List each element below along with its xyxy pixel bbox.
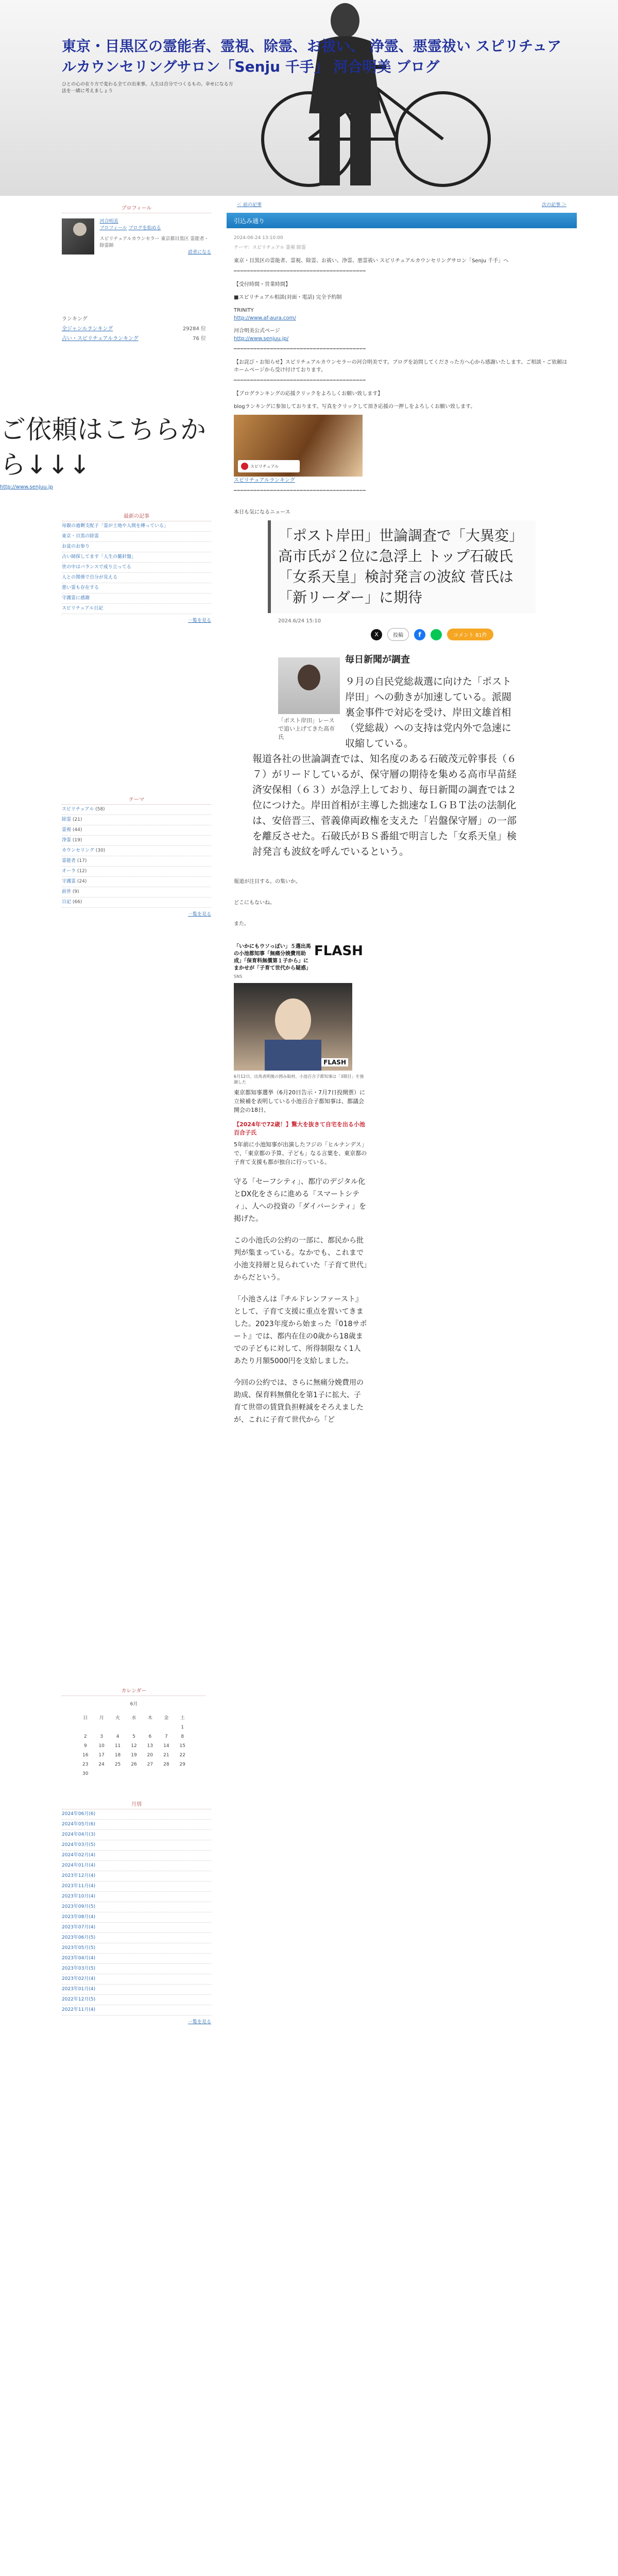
theme-count: (17) — [77, 858, 87, 863]
news-embed — [227, 520, 524, 859]
calendar-day[interactable]: 30 — [82, 1771, 89, 1776]
theme-label: 浄霊 — [62, 838, 72, 843]
profile-info: スピリチュアルカウンセラー 東京都目黒区 霊能者・除霊師 — [99, 236, 209, 248]
ranking-banner-logo-text: スピリチュアル — [250, 464, 279, 469]
calendar-day[interactable]: 28 — [163, 1762, 169, 1767]
calendar-day[interactable]: 1 — [181, 1725, 184, 1730]
weekday-label: 金 — [164, 1716, 169, 1721]
calendar-day[interactable] — [142, 1723, 158, 1732]
post-comment: どこにもないね。 — [234, 900, 275, 906]
calendar-day[interactable]: 3 — [100, 1734, 103, 1739]
post-intro: 東京・目黒区の霊能者、霊視、除霊、お祓い、浄霊、悪霊祓い スピリチュアルカウンセリングサロン「Senju 千手」へ — [234, 258, 509, 264]
news-body-top: ９月の自民党総裁選に向けた「ポスト岸田」への動きが加速している。派閥裏金事件で対応を受け、岸田文雄首相（党総裁）への支持は党内外で急速に収縮している。 — [345, 676, 512, 749]
ranking-all-link[interactable]: 全ジャンルランキング — [62, 326, 113, 332]
main-article — [227, 196, 577, 2576]
request-banner-text: ご依頼はこちらから↓↓↓ — [0, 415, 206, 480]
recent-post-item[interactable]: スピリチュアル日記 — [62, 604, 211, 614]
calendar-day[interactable] — [110, 1769, 126, 1778]
profile-heading: プロフィール — [62, 202, 211, 213]
archive-item[interactable]: 2023年08月(4) — [62, 1912, 211, 1923]
calendar-day[interactable]: 4 — [116, 1734, 119, 1739]
calendar-day[interactable]: 8 — [181, 1734, 184, 1739]
flash-body: 5年前に小池知事が出演したフジの「ヒルナンデス」で、「東京都の予算、子ども」なる言葉を、東京都の子育て支援も都が独自に行っている。 — [234, 1141, 367, 1165]
theme-label: スピリチュアル — [62, 807, 94, 812]
news-article — [252, 652, 520, 859]
calendar-day[interactable] — [126, 1769, 142, 1778]
comment-button[interactable]: コメント 81件 — [447, 629, 493, 640]
themes-heading: テーマ — [62, 793, 211, 805]
weekday-label: 木 — [147, 1716, 152, 1721]
request-link[interactable]: http://www.senjuu.jp — [0, 484, 53, 490]
ranking-genre-value: 76 位 — [193, 336, 206, 342]
calendar-day[interactable]: 23 — [82, 1762, 89, 1767]
flash-body: 東京都知事選挙（6月20日告示・7月7日投開票）に立候補を表明している小池百合子都知事は、都議会開会の18日、 — [234, 1089, 365, 1113]
recent-posts-widget — [62, 510, 211, 626]
recent-post-item[interactable]: 人との関係で自分が見える — [62, 573, 211, 583]
theme-count: (30) — [95, 848, 106, 853]
contact-line: ■スピリチュアル相談(対面・電話) 完全予約制 — [234, 295, 342, 300]
recent-posts-heading: 最新の記事 — [62, 510, 211, 521]
x-share-icon[interactable]: X — [371, 629, 382, 640]
calendar-table — [77, 1712, 191, 1778]
calendar-day[interactable]: 21 — [163, 1753, 169, 1758]
flash-paragraph: この小池氏の公約の一部に、都民から批判が集まっている。なかでも、これまで小池支持層と見られていた「子育て世代」からだという。 — [234, 1236, 367, 1282]
avatar[interactable] — [62, 218, 94, 255]
archives-widget — [62, 1798, 211, 2027]
archive-item[interactable]: 2023年07月(4) — [62, 1923, 211, 1933]
person-silhouette — [278, 0, 412, 196]
recent-post-item[interactable]: 母親の過剰支配子「霊が土地や人間を縛っている」 — [62, 521, 211, 532]
recent-post-item[interactable]: 悪い霊も存在する — [62, 583, 211, 594]
divider: ━━━━━━━━━━━━━━━━━━━━━━━━━━━━━━━━━━━━━━━━ — [234, 347, 366, 352]
ranking-banner-link[interactable]: スピリチュアルランキング — [234, 478, 295, 483]
follow-link[interactable]: 読者になる — [187, 250, 211, 255]
ranking-note: 【ブログランキングの応援クリックをよろしくお願い致します】 — [234, 391, 383, 397]
theme-item[interactable] — [62, 867, 211, 877]
archive-item[interactable]: 2024年01月(4) — [62, 1861, 211, 1871]
calendar-day[interactable]: 16 — [82, 1753, 89, 1758]
blog-title[interactable]: 東京・目黒区の霊能者、霊視、除霊、お祓い、 浄霊、悪霊祓い スピリチュアルカウンセリングサロン「Senju 千手」 河合明美 ブログ — [62, 38, 562, 75]
post-button[interactable]: 投稿 — [387, 628, 409, 641]
start-blog-link[interactable]: ブログを始める — [128, 226, 161, 231]
archive-item[interactable]: 2024年06月(6) — [62, 1809, 211, 1820]
weekday-label: 火 — [115, 1716, 121, 1721]
recent-post-item[interactable]: 世の中はバランスで成り立ってる — [62, 563, 211, 573]
blog-ranking-text: blogランキングに参加しております。写真をクリックして頂き応援の一押しをよろしくお願い致します。 — [234, 404, 476, 410]
theme-count: (19) — [72, 838, 82, 843]
ranking-heading: ランキング — [62, 316, 88, 322]
line-share-icon[interactable] — [431, 629, 442, 640]
calendar-day[interactable]: 2 — [83, 1734, 87, 1739]
post-paragraph: 【お詫び・お知らせ】スピリチュアルカウンセラーの河合明美です。ブログを訪問してくださった方へ心から感謝いたします。ご相談・ご依頼はホームページから受け付けております。 — [234, 360, 568, 373]
news-subhead: 毎日新聞が調査 — [345, 654, 410, 665]
calendar-day[interactable] — [93, 1723, 109, 1732]
theme-label: 日記 — [62, 900, 72, 905]
news-date: 2024.6/24 15:10 — [278, 618, 321, 624]
archive-item[interactable]: 2023年01月(4) — [62, 1985, 211, 1995]
blog-header — [0, 0, 618, 196]
theme-label: 前世 — [62, 889, 72, 894]
calendar-day[interactable]: 14 — [163, 1743, 169, 1749]
calendar-day[interactable]: 11 — [114, 1743, 121, 1749]
theme-label: 除霊 — [62, 817, 72, 822]
archive-item[interactable]: 2024年04月(3) — [62, 1830, 211, 1840]
theme-item[interactable] — [62, 815, 211, 825]
archive-item[interactable]: 2023年09月(5) — [62, 1902, 211, 1912]
recent-posts-more-link[interactable]: 一覧を見る — [187, 618, 211, 623]
calendar-day[interactable]: 9 — [83, 1743, 87, 1749]
flash-logo: FLASH — [314, 943, 363, 959]
calendar-widget — [62, 1685, 206, 1778]
calendar-day[interactable]: 10 — [98, 1743, 105, 1749]
calendar-day[interactable]: 7 — [164, 1734, 168, 1739]
flash-related-link[interactable]: 【2024年で72歳！】驚大を抜きて自宅を出る小池百合子氏 — [234, 1121, 365, 1136]
takaichi-photo — [278, 657, 340, 714]
ranking-all-value: 29284 位 — [183, 326, 206, 332]
archive-item[interactable]: 2023年10月(4) — [62, 1892, 211, 1902]
theme-label: カウンセリング — [62, 848, 94, 853]
ranking-widget — [62, 314, 206, 342]
calendar-day[interactable]: 5 — [132, 1734, 135, 1739]
theme-item[interactable] — [62, 897, 211, 908]
ranking-banner-logo — [238, 460, 300, 472]
calendar-day[interactable]: 26 — [131, 1762, 137, 1767]
theme-count: (58) — [95, 807, 105, 812]
archive-item[interactable]: 2022年11月(4) — [62, 2005, 211, 2015]
calendar-day[interactable]: 20 — [147, 1753, 153, 1758]
calendar-day[interactable] — [142, 1769, 158, 1778]
themes-more-link[interactable]: 一覧を見る — [187, 912, 211, 917]
weekday-label: 水 — [131, 1716, 136, 1721]
profile-widget — [62, 202, 211, 256]
contact-line: 河合明美公式ページ — [234, 328, 280, 334]
flash-paragraph: 守る「セーフシティ」、都庁のデジタル化とDX化をさらに進める「スマートシティ」、人への投資の「ダイバーシティ」を掲げた。 — [234, 1178, 367, 1223]
news-lead: 本日も気になるニュース — [234, 510, 290, 515]
theme-count: (24) — [77, 879, 87, 884]
archive-item[interactable]: 2023年03月(5) — [62, 1964, 211, 1974]
calendar-day[interactable]: 24 — [98, 1762, 105, 1767]
profile-link[interactable]: プロフィール — [99, 226, 127, 231]
theme-item[interactable] — [62, 877, 211, 887]
theme-item[interactable] — [62, 856, 211, 867]
archive-item[interactable]: 2024年05月(6) — [62, 1820, 211, 1830]
theme-count: (21) — [72, 817, 82, 822]
theme-count: (66) — [72, 900, 82, 905]
news-body-bottom: 報道各社の世論調査では、知名度のある石破茂元幹事長（６７）がリードしているが、保守層の期待を集める高市早苗経済安保相（６３）が急浮上しており、毎日新聞の調査では２位につけた。岸田首相が主導した拙速なＬＧＢＴ法の法制化は、安倍晋三、菅義偉両政権を支えた「岩盤保守層」の一部を離反させた。石破氏がＢＳ番組で明言した「女系天皇」検討発言も波紋を呼んでいるという。 — [252, 753, 517, 857]
recent-post-item[interactable]: 東京・目黒の除霊 — [62, 532, 211, 542]
profile-name-link[interactable]: 河合明美 — [99, 219, 118, 224]
theme-item[interactable] — [62, 805, 211, 815]
divider: ━━━━━━━━━━━━━━━━━━━━━━━━━━━━━━━━━━━━━━━━ — [234, 488, 366, 494]
calendar-day[interactable]: 29 — [179, 1762, 185, 1767]
calendar-day[interactable] — [77, 1723, 93, 1732]
theme-item[interactable] — [62, 825, 211, 836]
calendar-day[interactable] — [158, 1769, 174, 1778]
contact-link[interactable]: http://www.af-aura.com/ — [234, 315, 296, 321]
flash-headline[interactable]: 「いかにもウソっぽい」５選出馬の小池都知事「無痛分娩費用助成」「保育料無償第１子から」にまかせが「子育て世代から疑惑」 — [234, 944, 311, 971]
post-title[interactable]: 引込み通り — [227, 213, 577, 228]
archive-item[interactable]: 2023年05月(5) — [62, 1943, 211, 1954]
calendar-day[interactable]: 12 — [131, 1743, 137, 1749]
calendar-day[interactable] — [175, 1769, 191, 1778]
calendar-day[interactable]: 19 — [131, 1753, 137, 1758]
archive-item[interactable]: 2023年12月(4) — [62, 1871, 211, 1882]
calendar-day[interactable] — [126, 1723, 142, 1732]
flash-paragraph: 「小池さんは『チルドレンファースト』として、子育て支援に重点を置いてきました。2023年度から始まった『018サポート』では、都内在住の0歳から18歳までの子どもに対して、所得制限なく1人あたり月額5000円を支給しました。 — [234, 1295, 367, 1365]
weekday-label: 日 — [83, 1716, 88, 1721]
flash-paragraph: 今回の公約では、さらに無痛分娩費用の助成、保育料無償化を第1子に拡大、子育て世帯の賃貸負担軽減をそろえましたが、これに子育て世代から「ど — [234, 1379, 364, 1424]
share-bar — [371, 628, 515, 641]
next-post-link[interactable]: 次の記事 ＞ — [542, 202, 566, 208]
contact-link[interactable]: http://www.senjuu.jp/ — [234, 336, 289, 342]
ranking-logo-icon — [241, 463, 248, 470]
post-comment: 報道が注目する。の集いか。 — [234, 879, 301, 885]
recent-post-item[interactable]: 守護霊に感謝 — [62, 594, 211, 604]
archives-heading: 月別 — [62, 1798, 211, 1809]
calendar-month: 6月 — [130, 1702, 138, 1707]
theme-item[interactable] — [62, 846, 211, 856]
calendar-day[interactable]: 22 — [179, 1753, 185, 1758]
calendar-day[interactable]: 17 — [98, 1753, 105, 1758]
recent-post-item[interactable]: お盆のお参り — [62, 542, 211, 552]
flash-article — [234, 943, 368, 1426]
calendar-day[interactable]: 18 — [114, 1753, 121, 1758]
calendar-day[interactable] — [158, 1723, 174, 1732]
theme-label: 守護霊 — [62, 879, 76, 884]
calendar-day[interactable] — [110, 1723, 126, 1732]
archive-item[interactable]: 2024年02月(4) — [62, 1851, 211, 1861]
archive-item[interactable]: 2023年06月(5) — [62, 1933, 211, 1943]
archive-item[interactable]: 2023年11月(4) — [62, 1882, 211, 1892]
calendar-day[interactable]: 25 — [114, 1762, 121, 1767]
theme-item[interactable] — [62, 887, 211, 897]
divider: ━━━━━━━━━━━━━━━━━━━━━━━━━━━━━━━━━━━━━━━━ — [234, 269, 366, 274]
archives-more-link[interactable]: 一覧を見る — [187, 2020, 211, 2025]
post-comment: また。 — [234, 921, 249, 927]
contact-line: TRINITY — [234, 308, 254, 313]
calendar-day[interactable]: 15 — [179, 1743, 185, 1749]
flash-hero-photo — [234, 983, 352, 1071]
facebook-share-icon[interactable]: f — [414, 629, 425, 640]
theme-label: 霊能者 — [62, 858, 76, 863]
photo-caption: 「ポスト岸田」レースで追い上げてきた高市氏 — [278, 717, 335, 740]
themes-widget — [62, 793, 211, 920]
flash-photo-caption: 6月12日、出馬表明後の囲み取材。小池百合子都知事は「3期目」を強調した — [234, 1074, 364, 1084]
calendar-day[interactable] — [93, 1769, 109, 1778]
theme-count: (9) — [72, 889, 79, 894]
theme-count: (44) — [72, 827, 82, 833]
post-date: 2024-06-24 13:10:00 — [234, 235, 283, 241]
weekday-label: 月 — [99, 1716, 104, 1721]
calendar-day[interactable]: 13 — [147, 1743, 153, 1749]
divider: ━━━━━━━━━━━━━━━━━━━━━━━━━━━━━━━━━━━━━━━━ — [234, 378, 366, 383]
calendar-heading: カレンダー — [62, 1685, 206, 1696]
archive-item[interactable]: 2024年03月(5) — [62, 1840, 211, 1851]
ranking-banner[interactable] — [234, 415, 363, 477]
ranking-genre-link[interactable]: 占い・スピリチュアルランキング — [62, 336, 139, 342]
calendar-day[interactable]: 27 — [147, 1762, 153, 1767]
calendar-day[interactable]: 6 — [148, 1734, 152, 1739]
contact-heading: 【受付時間・営業時間】 — [234, 282, 290, 287]
blog-description: ひとの心の在り方で変わる全ての出来事。人生は自分でつくるもの。幸せになる方法を一緒に考えましょう — [62, 82, 233, 94]
flash-photo-badge: FLASH — [321, 1058, 348, 1066]
news-headline[interactable]: 「ポスト岸田」世論調査で「大異変」高市氏が２位に急浮上 トップ石破氏「女系天皇」検討発言の波紋 菅氏は「新リーダー」に期待 — [268, 520, 536, 613]
theme-label: 霊視 — [62, 827, 72, 833]
left-sidebar — [0, 196, 211, 2576]
flash-source: SNS — [234, 974, 243, 979]
archive-item[interactable]: 2023年02月(4) — [62, 1974, 211, 1985]
archive-item[interactable]: 2023年04月(4) — [62, 1954, 211, 1964]
theme-item[interactable] — [62, 836, 211, 846]
weekday-label: 土 — [180, 1716, 185, 1721]
post-tags[interactable]: テーマ：スピリチュアル 霊視 除霊 — [234, 245, 306, 250]
theme-label: オーラ — [62, 869, 76, 874]
archive-item[interactable]: 2022年12月(5) — [62, 1995, 211, 2005]
theme-count: (12) — [77, 869, 87, 874]
prev-post-link[interactable]: ＜ 前の記事 — [237, 202, 262, 208]
recent-post-item[interactable]: 占い師探してます「人生の羅針盤」 — [62, 552, 211, 563]
